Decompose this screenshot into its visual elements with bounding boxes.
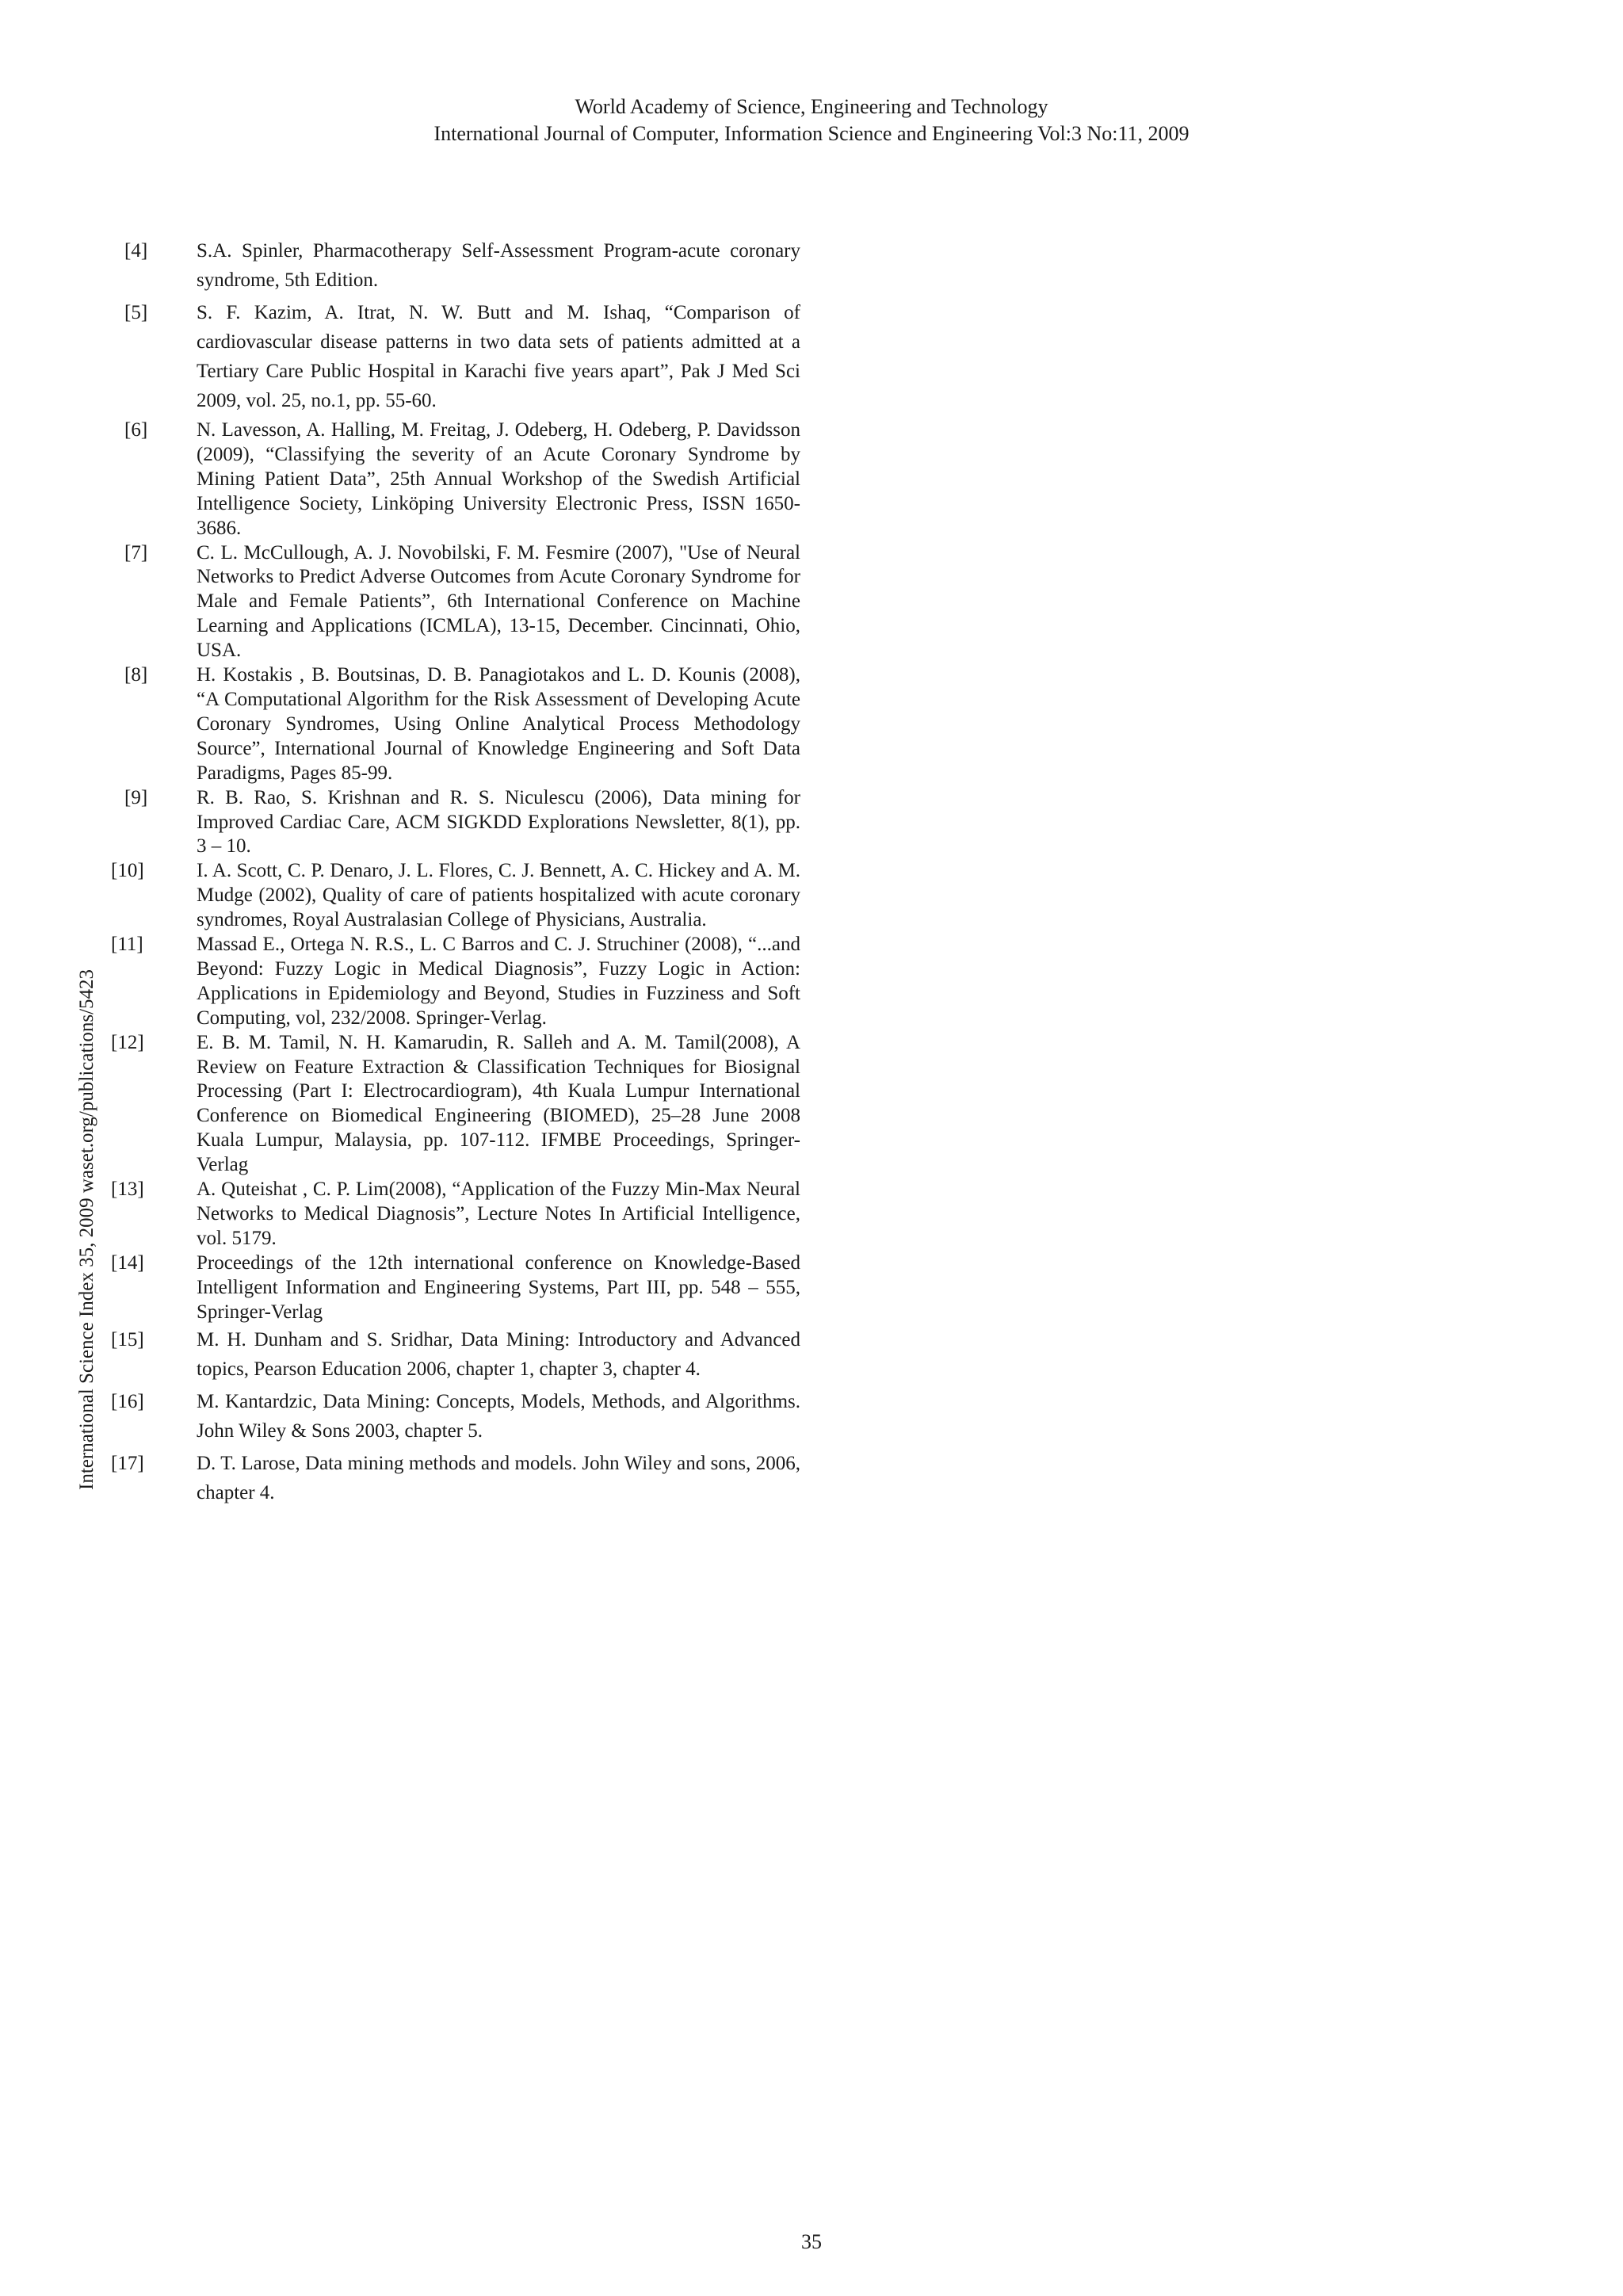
reference-text: S.A. Spinler, Pharmacotherapy Self-Assessment Program-acute coronary syndrome, 5th Edition.: [197, 240, 800, 291]
reference-item: [111, 1387, 800, 1446]
reference-text: R. B. Rao, S. Krishnan and R. S. Niculescu (2006), Data mining for Improved Cardiac Care, ACM SIGKDD Explorations Newsletter, 8(1), pp. 3 – 10.: [197, 786, 800, 858]
journal-title: International Journal of Computer, Information Science and Engineering Vol:3 No:11, 2009: [433, 122, 1190, 145]
reference-text: C. L. McCullough, A. J. Novobilski, F. M. Fesmire (2007), "Use of Neural Networks to Predict Adverse Outcomes from Acute Coronary Syndrome for Male and Female Patients”, 6th International Conference on Machine Learning and Applications (ICMLA), 13-15, December. Cincinnati, Ohio, USA.: [197, 541, 800, 662]
reference-item: [111, 1178, 800, 1251]
reference-number: [7]: [124, 541, 148, 563]
reference-item: [111, 859, 800, 933]
reference-text: Proceedings of the 12th international conference on Knowledge-Based Intelligent Information and Engineering Systems, Part III, pp. 548 – 555, Springer-Verlag: [197, 1251, 800, 1323]
reference-text: I. A. Scott, C. P. Denaro, J. L. Flores, C. J. Bennett, A. C. Hickey and A. M. Mudge (2002), Quality of care of patients hospitalized with acute coronary syndromes, Royal Australasian College of Physicians, Australia.: [197, 860, 800, 931]
reference-item: [111, 1449, 800, 1507]
reference-number: [14]: [111, 1251, 144, 1274]
reference-number: [9]: [124, 786, 148, 808]
reference-number: [6]: [124, 419, 148, 441]
reference-item: [111, 786, 800, 860]
reference-text: N. Lavesson, A. Halling, M. Freitag, J. Odeberg, H. Odeberg, P. Davidsson (2009), “Classifying the severity of an Acute Coronary Syndrome by Mining Patient Data”, 25th Annual Workshop of the Swedish Artificial Intelligence Society, Linköping University Electronic Press, ISSN 1650-3686.: [197, 419, 800, 539]
reference-number: [4]: [124, 240, 148, 262]
reference-item: [111, 663, 800, 786]
reference-item: [111, 236, 800, 295]
journal-publisher: World Academy of Science, Engineering and Technology: [575, 95, 1048, 118]
reference-number: [5]: [124, 302, 148, 323]
reference-text: H. Kostakis , B. Boutsinas, D. B. Panagiotakos and L. D. Kounis (2008), “A Computational Algorithm for the Risk Assessment of Developing Acute Coronary Syndromes, Using Online Analytical Process Methodology Source”, International Journal of Knowledge Engineering and Soft Data Paradigms, Pages 85-99.: [197, 664, 800, 784]
reference-number: [16]: [111, 1390, 144, 1412]
reference-number: [15]: [111, 1328, 144, 1350]
sidebar-citation: International Science Index 35, 2009 waset.org/publications/5423: [76, 968, 97, 1490]
reference-item: [111, 1325, 800, 1384]
reference-number: [12]: [111, 1031, 144, 1053]
reference-number: [10]: [111, 860, 144, 882]
reference-text: S. F. Kazim, A. Itrat, N. W. Butt and M. Ishaq, “Comparison of cardiovascular disease patterns in two data sets of patients admitted at a Tertiary Care Public Hospital in Karachi five years apart”, Pak J Med Sci 2009, vol. 25, no.1, pp. 55-60.: [197, 302, 800, 411]
reference-text: M. H. Dunham and S. Sridhar, Data Mining: Introductory and Advanced topics, Pearson Education 2006, chapter 1, chapter 3, chapter 4.: [197, 1328, 800, 1380]
reference-item: [111, 298, 800, 415]
reference-text: D. T. Larose, Data mining methods and models. John Wiley and sons, 2006, chapter 4.: [197, 1452, 800, 1503]
page-header: [0, 94, 1623, 147]
reference-number: [17]: [111, 1452, 144, 1474]
reference-text: E. B. M. Tamil, N. H. Kamarudin, R. Salleh and A. M. Tamil(2008), A Review on Feature Extraction & Classification Techniques for Biosignal Processing (Part I: Electrocardiogram), 4th Kuala Lumpur International Conference on Biomedical Engineering (BIOMED), 25–28 June 2008 Kuala Lumpur, Malaysia, pp. 107-112. IFMBE Proceedings, Springer-Verlag: [197, 1031, 800, 1176]
reference-item: [111, 1251, 800, 1325]
reference-item: [111, 933, 800, 1031]
reference-number: [11]: [111, 934, 143, 956]
reference-item: [111, 1031, 800, 1178]
reference-item: [111, 541, 800, 664]
reference-number: [8]: [124, 664, 148, 686]
reference-text: A. Quteishat , C. P. Lim(2008), “Application of the Fuzzy Min-Max Neural Networks to Medical Diagnosis”, Lecture Notes In Artificial Intelligence, vol. 5179.: [197, 1179, 800, 1249]
reference-text: Massad E., Ortega N. R.S., L. C Barros and C. J. Struchiner (2008), “...and Beyond: Fuzzy Logic in Medical Diagnosis”, Fuzzy Logic in Action: Applications in Epidemiology and Beyond, Studies in Fuzziness and Soft Computing, vol, 232/2008. Springer-Verlag.: [197, 934, 800, 1029]
reference-text: M. Kantardzic, Data Mining: Concepts, Models, Methods, and Algorithms. John Wiley & Sons 2003, chapter 5.: [197, 1390, 800, 1442]
reference-item: [111, 418, 800, 541]
page-number: 35: [801, 2230, 822, 2253]
reference-number: [13]: [111, 1179, 144, 1201]
reference-list: [111, 236, 800, 1511]
